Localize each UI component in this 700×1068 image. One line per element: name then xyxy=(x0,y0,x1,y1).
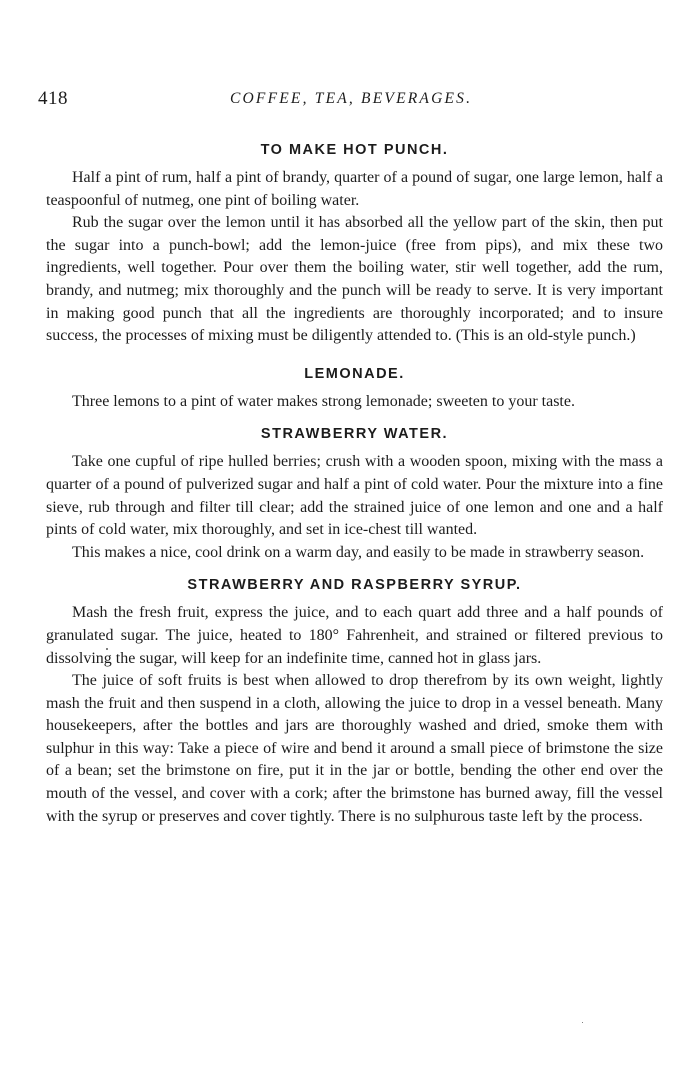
page-header xyxy=(38,88,663,114)
recipe-strawberry-water xyxy=(46,424,663,564)
paragraph: Mash the fresh fruit, express the juice, and to each quart add three and a half pounds of granulated sugar. The juice, heated to 180° Fahrenheit, and strained or filtered previous to dissolving the sugar, will keep for an indefinite time, canned hot in glass jars. xyxy=(46,604,663,667)
page-body xyxy=(46,140,663,828)
running-head: COFFEE, TEA, BEVERAGES. xyxy=(230,90,473,107)
paragraph: Three lemons to a pint of water makes strong lemonade; sweeten to your taste. xyxy=(72,392,575,410)
paragraph: The juice of soft fruits is best when allowed to drop therefrom by its own weight, lightly mash the fruit and then suspend in a cloth, allowing the juice to drop in a vessel beneath. Many housekeepers, after the bottles and jars are thoroughly washed and dried, smoke them with sulphur in this way: Take a piece of wire and bend it around a small piece of brimstone the size of a bean; set the brimstone on fire, put it in the jar or bottle, bending the other end over the mouth of the vessel, and cover with a cork; after the brimstone has burned away, fill the vessel with the syrup or preserves and cover tightly. There is no sulphurous taste left by the process. xyxy=(46,672,663,825)
section-title: STRAWBERRY WATER. xyxy=(260,426,449,443)
paragraph: Take one cupful of ripe hulled berries; crush with a wooden spoon, mixing with the mass a quarter of a pound of pulverized sugar and half a pint of cold water. Pour the mixture into a fine sieve, rub through and filter till clear; add the strained juice of one lemon and one and a half pints of cold water, mix thoroughly, and set in ice-chest till wanted. xyxy=(46,453,663,539)
page-number: 418 xyxy=(38,88,68,109)
paragraph: Rub the sugar over the lemon until it has absorbed all the yellow part of the skin, then put the sugar into a punch-bowl; add the lemon-juice (free from pips), and mix these two ingredients, well together. Pour over them the boiling water, stir well together, add the rum, brandy, and nutmeg; mix thoroughly and the punch will be ready to serve. It is very important in making good punch that all the ingredients are thoroughly incorporated; and to insure success, the processes of mixing must be diligently attended to. (This is an old-style punch.) xyxy=(46,214,663,345)
recipe-hot-punch xyxy=(46,140,663,348)
paragraph: This makes a nice, cool drink on a warm day, and easily to be made in strawberry season. xyxy=(72,543,645,561)
paper-speck xyxy=(582,1022,583,1023)
section-title: STRAWBERRY AND RASPBERRY SYRUP. xyxy=(187,577,522,594)
recipe-strawberry-raspberry-syrup xyxy=(46,575,663,828)
section-title: TO MAKE HOT PUNCH. xyxy=(260,142,449,158)
paper-speck xyxy=(106,648,108,650)
section-title: LEMONADE. xyxy=(304,365,405,382)
recipe-lemonade xyxy=(46,364,663,414)
paragraph: Half a pint of rum, half a pint of brandy, quarter of a pound of sugar, one large lemon, half a teaspoonful of nutmeg, one pint of boiling water. xyxy=(46,169,663,209)
